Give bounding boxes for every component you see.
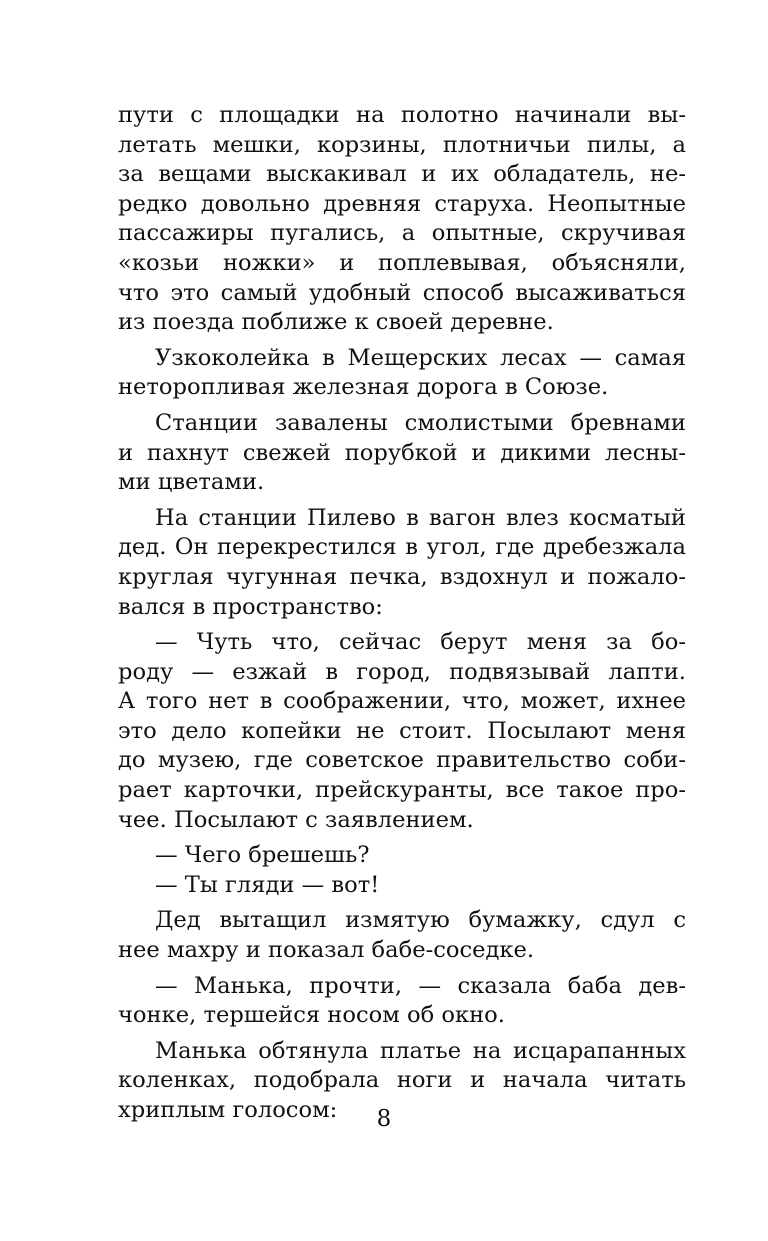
text-line: коленках, подобрала ноги и начала читать bbox=[118, 1067, 686, 1094]
paragraph bbox=[118, 906, 686, 965]
paragraph bbox=[118, 344, 686, 403]
page-number: 8 bbox=[376, 1106, 392, 1132]
paragraph bbox=[118, 972, 686, 1031]
paragraph bbox=[118, 628, 686, 835]
text-line: из поезда поближе к своей деревне. bbox=[118, 309, 554, 336]
text-line: и пахнут свежей порубкой и дикими лесны- bbox=[118, 439, 686, 466]
text-line: ми цветами. bbox=[118, 469, 265, 496]
text-line: Станции завалены смолистыми бревнами bbox=[155, 409, 686, 436]
text-line: нее махру и показал бабе-соседке. bbox=[118, 937, 535, 964]
text-line: рает карточки, прейскуранты, все такое про- bbox=[118, 777, 686, 804]
text-line: что это самый удобный способ высаживаться bbox=[118, 279, 686, 306]
text-line: Узкоколейка в Мещерских лесах — самая bbox=[155, 344, 686, 371]
text-line: чее. Посылают с заявлением. bbox=[118, 806, 474, 833]
text-line: это дело копейки не стоит. Посылают меня bbox=[118, 717, 686, 744]
text-line: неторопливая железная дорога в Союзе. bbox=[118, 374, 609, 401]
text-line: роду — езжай в город, подвязывай лапти. bbox=[118, 658, 686, 685]
paragraph bbox=[118, 871, 686, 901]
paragraph bbox=[118, 504, 686, 622]
text-line: дед. Он перекрестился в угол, где дребезжала bbox=[118, 534, 686, 561]
text-line: до музею, где советское правительство соби- bbox=[118, 747, 686, 774]
text-line: хриплым голосом: bbox=[118, 1097, 338, 1123]
text-line: — Чего брешешь? bbox=[155, 842, 370, 869]
paragraph bbox=[118, 101, 686, 338]
text-line: Дед вытащил измятую бумажку, сдул с bbox=[155, 907, 686, 934]
text-line: А того нет в соображении, что, может, ихнее bbox=[118, 688, 686, 715]
text-line: редко довольно древняя старуха. Неопытные bbox=[118, 190, 686, 217]
text-line: летать мешки, корзины, плотничьи пилы, а bbox=[118, 131, 686, 158]
text-line: На станции Пилево в вагон влез косматый bbox=[155, 504, 686, 531]
text-line: «козьи ножки» и поплевывая, объясняли, bbox=[118, 249, 686, 276]
text-line: — Ты гляди — вот! bbox=[155, 871, 380, 898]
text-line: пассажиры пугались, а опытные, скручивая bbox=[118, 220, 686, 247]
text-line: — Манька, прочти, — сказала баба дев- bbox=[155, 972, 686, 999]
paragraph bbox=[118, 841, 686, 871]
text-line: — Чуть что, сейчас берут меня за бо- bbox=[155, 629, 686, 656]
page-body bbox=[118, 101, 686, 1132]
text-line: круглая чугунная печка, вздохнул и пожало- bbox=[118, 563, 686, 590]
text-line: за вещами выскакивал и их обладатель, не- bbox=[118, 161, 686, 188]
text-line: чонке, тершейся носом об окно. bbox=[118, 1002, 505, 1029]
text-line: вался в пространство: bbox=[118, 593, 383, 620]
text-line: пути с площадки на полотно начинали вы- bbox=[118, 102, 686, 128]
text-line: Манька обтянула платье на исцарапанных bbox=[155, 1037, 686, 1064]
paragraph bbox=[118, 409, 686, 498]
